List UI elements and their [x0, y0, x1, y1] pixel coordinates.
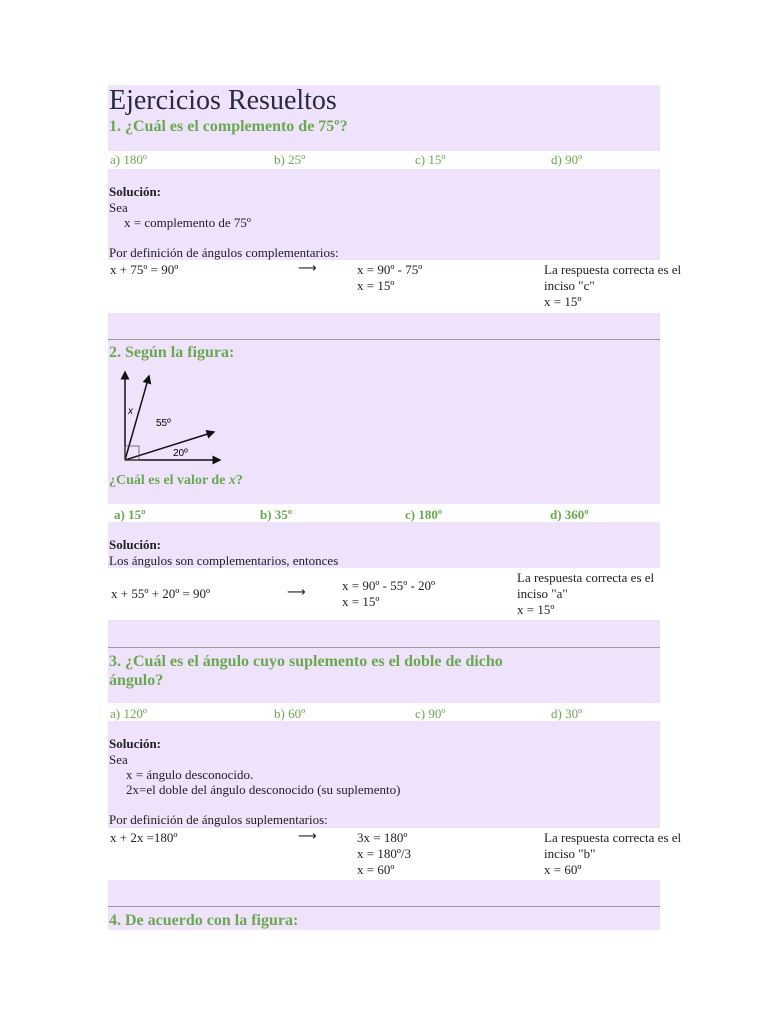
ray-x: [125, 376, 149, 460]
question-4: 4. De acuerdo con la figura:: [109, 912, 299, 929]
angle-figure: [112, 366, 224, 468]
equation-left-1: x + 75º = 90º: [110, 262, 179, 277]
by-definition-3: Por definición de ángulos suplementarios:: [109, 812, 328, 827]
answer-3: [544, 830, 681, 878]
option-1a: a) 180º: [110, 152, 147, 167]
sea-3: Sea: [109, 752, 128, 767]
answer-2: [517, 570, 654, 618]
option-3d: d) 30º: [551, 706, 583, 721]
question-3: [109, 652, 503, 690]
equation-mid-1: [357, 262, 422, 294]
option-3c: c) 90º: [415, 706, 446, 721]
page-title: Ejercicios Resueltos: [109, 85, 337, 116]
equation-line: x = 180º/3: [357, 846, 411, 861]
answer-line: La respuesta correcta es el: [544, 830, 682, 845]
question-2: 2. Según la figura:: [109, 344, 235, 361]
label-x: x: [128, 406, 133, 417]
arrow-icon: ⟶: [287, 585, 306, 600]
separator-band-2: [108, 620, 660, 648]
arrow-icon: ⟶: [298, 261, 317, 276]
equation-left-2: x + 55º + 20º = 90º: [111, 586, 211, 601]
intro-2: Los ángulos son complementarios, entonces: [109, 553, 339, 568]
option-1b: b) 25º: [274, 152, 306, 167]
answer-line: La respuesta correcta es el: [544, 262, 682, 277]
solution-label-2: Solución:: [109, 537, 162, 552]
separator-band-3: [108, 880, 660, 907]
answer-line: inciso "b": [544, 846, 596, 861]
question-3-line: 3. ¿Cuál es el ángulo cuyo suplemento es el doble de dicho: [109, 653, 503, 670]
equation-line: x = 15º: [342, 594, 380, 609]
answer-line: La respuesta correcta es el: [517, 570, 655, 585]
label-55: 55º: [156, 418, 171, 429]
sub-question-var: x: [228, 473, 236, 488]
solution-label-1: Solución:: [109, 184, 162, 199]
sub-question-text: ¿Cuál es el valor de: [109, 473, 229, 488]
answer-1: [544, 262, 681, 310]
arrow-icon: ⟶: [298, 829, 317, 844]
equation-line: 3x = 180º: [357, 830, 408, 845]
label-20: 20º: [173, 448, 188, 459]
divider-2: [108, 647, 660, 648]
answer-line: x = 15º: [544, 294, 582, 309]
equation-mid-3: [357, 830, 411, 878]
divider-1: [108, 339, 660, 340]
answer-line: inciso "a": [517, 586, 568, 601]
answer-line: inciso "c": [544, 278, 595, 293]
equation-left-3: x + 2x =180º: [110, 830, 178, 845]
option-2d: d) 360º: [550, 507, 589, 522]
option-2c: c) 180º: [405, 507, 443, 522]
equation-line: x = 90º - 55º - 20º: [342, 578, 436, 593]
separator-band-1: [108, 313, 660, 340]
option-2b: b) 35º: [260, 507, 293, 522]
equation-mid-2: [342, 578, 435, 610]
sea-1: Sea: [109, 200, 128, 215]
question-3-line: ángulo?: [109, 672, 164, 689]
option-2a: a) 15º: [114, 507, 146, 522]
equation-line: x = 60º: [357, 862, 395, 877]
equation-line: x = 90º - 75º: [357, 262, 423, 277]
answer-line: x = 15º: [517, 602, 555, 617]
option-3a: a) 120º: [110, 706, 147, 721]
by-definition-1: Por definición de ángulos complementarios:: [109, 245, 339, 260]
option-1c: c) 15º: [415, 152, 446, 167]
sub-question-end: ?: [235, 473, 243, 488]
answer-line: x = 60º: [544, 862, 582, 877]
option-3b: b) 60º: [274, 706, 306, 721]
divider-3: [108, 906, 660, 907]
definition-x-3: x = ángulo desconocido.: [126, 767, 254, 782]
option-1d: d) 90º: [551, 152, 583, 167]
definition-x-1: x = complemento de 75º: [124, 215, 251, 230]
solution-label-3: Solución:: [109, 736, 162, 751]
definition-2x-3: 2x=el doble del ángulo desconocido (su suplemento): [126, 782, 401, 797]
question-1: 1. ¿Cuál es el complemento de 75º?: [109, 118, 348, 135]
sub-question-2: [109, 473, 243, 489]
equation-line: x = 15º: [357, 278, 395, 293]
